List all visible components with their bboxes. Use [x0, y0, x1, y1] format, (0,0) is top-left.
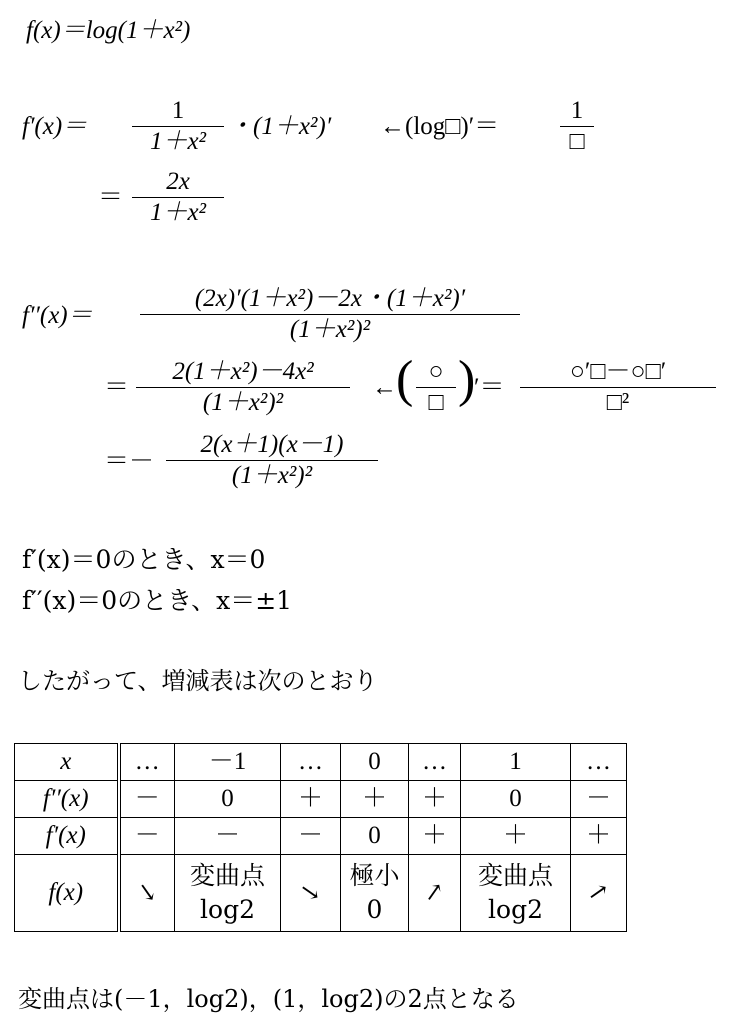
table-cell: 0 — [341, 818, 409, 855]
first-derivative-result — [132, 167, 224, 228]
table-cell: ＋ — [409, 818, 461, 855]
concave-up-decreasing-arrow-icon — [281, 855, 341, 932]
minimum-value: 0 — [366, 895, 383, 924]
inflection-label: 変曲点 — [189, 861, 265, 890]
fraction-numerator: (2x)′(1＋x²)－2x・(1＋x²)′ — [194, 285, 466, 312]
fraction-denominator: 1＋x² — [149, 128, 207, 155]
table-cell-inflection-point — [461, 855, 571, 932]
log-derivative-hint: ←(log□)′＝ — [380, 113, 500, 140]
function-definition: f(x)＝log(1＋x²) — [26, 17, 191, 44]
fraction-numerator: ○ — [428, 358, 444, 385]
fraction-numerator: 2(x＋1)(x－1) — [200, 431, 344, 458]
table-row-x — [15, 744, 627, 781]
fraction-denominator: 1＋x² — [149, 199, 207, 226]
concave-down-increasing-arrow-icon — [571, 855, 627, 932]
first-derivative-lhs: f′(x)＝ — [22, 113, 88, 140]
fraction-denominator: □ — [569, 128, 585, 155]
conclusion-text: 変曲点は(－1，log2)，(1，log2)の2点となる — [18, 985, 519, 1013]
table-cell: ＋ — [571, 818, 627, 855]
chain-rule-factor: ・(1＋x²)′ — [228, 113, 332, 140]
fraction-numerator: 1 — [570, 97, 584, 124]
table-cell: 0 — [175, 781, 281, 818]
left-paren: ( — [396, 351, 414, 408]
fraction-numerator: ○′□－○□′ — [569, 358, 667, 385]
log-derivative-hint-fraction — [560, 96, 594, 157]
arrow-glyph: ↘ — [135, 878, 160, 908]
row-header-first-derivative: f′(x) — [15, 818, 119, 855]
table-cell: －1 — [175, 744, 281, 781]
inflection-label: 変曲点 — [477, 861, 553, 890]
fraction-numerator: 2(1＋x²)－4x² — [172, 358, 314, 385]
fraction-denominator: □² — [606, 389, 630, 416]
table-cell: … — [571, 744, 627, 781]
row-header-function: f(x) — [15, 855, 119, 932]
equals-minus-sign: ＝－ — [104, 448, 155, 475]
table-row-second-derivative — [15, 781, 627, 818]
table-cell-inflection-point — [175, 855, 281, 932]
table-cell: － — [175, 818, 281, 855]
table-intro-text: したがって、増減表は次のとおり — [18, 667, 378, 695]
fraction-numerator: 2x — [166, 168, 190, 195]
quotient-rule-equals: ′＝ — [474, 374, 505, 401]
concave-up-increasing-arrow-icon — [409, 855, 461, 932]
concave-down-decreasing-arrow-icon — [119, 855, 175, 932]
equals-sign: ＝ — [98, 184, 124, 211]
table-cell: 0 — [461, 781, 571, 818]
quotient-hint-inner-fraction — [416, 357, 456, 418]
simplified-fraction — [136, 357, 350, 418]
minimum-label: 極小 — [349, 861, 400, 890]
table-row-function — [15, 855, 627, 932]
table-cell: ＋ — [409, 781, 461, 818]
fraction-numerator: 1 — [171, 97, 185, 124]
table-cell: … — [119, 744, 175, 781]
arrow-glyph: ↗ — [422, 878, 447, 908]
arrow-glyph: ↗ — [586, 878, 611, 908]
row-header-x: x — [15, 744, 119, 781]
fraction-denominator: (1＋x²)² — [231, 462, 313, 489]
table-cell: ＋ — [281, 781, 341, 818]
right-paren: ) — [458, 351, 476, 408]
table-cell: ＋ — [461, 818, 571, 855]
arrow-glyph: ↘ — [298, 878, 323, 908]
second-derivative-lhs: f′′(x)＝ — [22, 302, 93, 329]
factored-fraction — [166, 430, 378, 491]
equals-sign: ＝ — [104, 374, 130, 401]
hint-arrow: ← — [372, 374, 397, 401]
inflection-value: log2 — [488, 895, 543, 924]
second-derivative-zero: f′′(x)＝0のとき、x＝±1 — [22, 586, 293, 615]
row-header-second-derivative: f′′(x) — [15, 781, 119, 818]
quotient-rule-hint-fraction — [520, 357, 716, 418]
fraction-denominator: (1＋x²)² — [289, 316, 371, 343]
first-derivative-fraction — [132, 96, 224, 157]
first-derivative-zero: f′(x)＝0のとき、x＝0 — [22, 545, 266, 574]
variation-table — [14, 743, 627, 932]
table-cell: － — [281, 818, 341, 855]
table-cell: － — [119, 818, 175, 855]
table-cell: － — [119, 781, 175, 818]
table-cell: 0 — [341, 744, 409, 781]
quotient-rule-fraction — [140, 284, 520, 345]
table-cell: … — [409, 744, 461, 781]
fraction-denominator: (1＋x²)² — [202, 389, 284, 416]
table-cell: － — [571, 781, 627, 818]
inflection-value: log2 — [200, 895, 255, 924]
table-cell: … — [281, 744, 341, 781]
table-cell: ＋ — [341, 781, 409, 818]
fraction-denominator: □ — [428, 389, 444, 416]
table-row-first-derivative — [15, 818, 627, 855]
table-cell-minimum — [341, 855, 409, 932]
table-cell: 1 — [461, 744, 571, 781]
